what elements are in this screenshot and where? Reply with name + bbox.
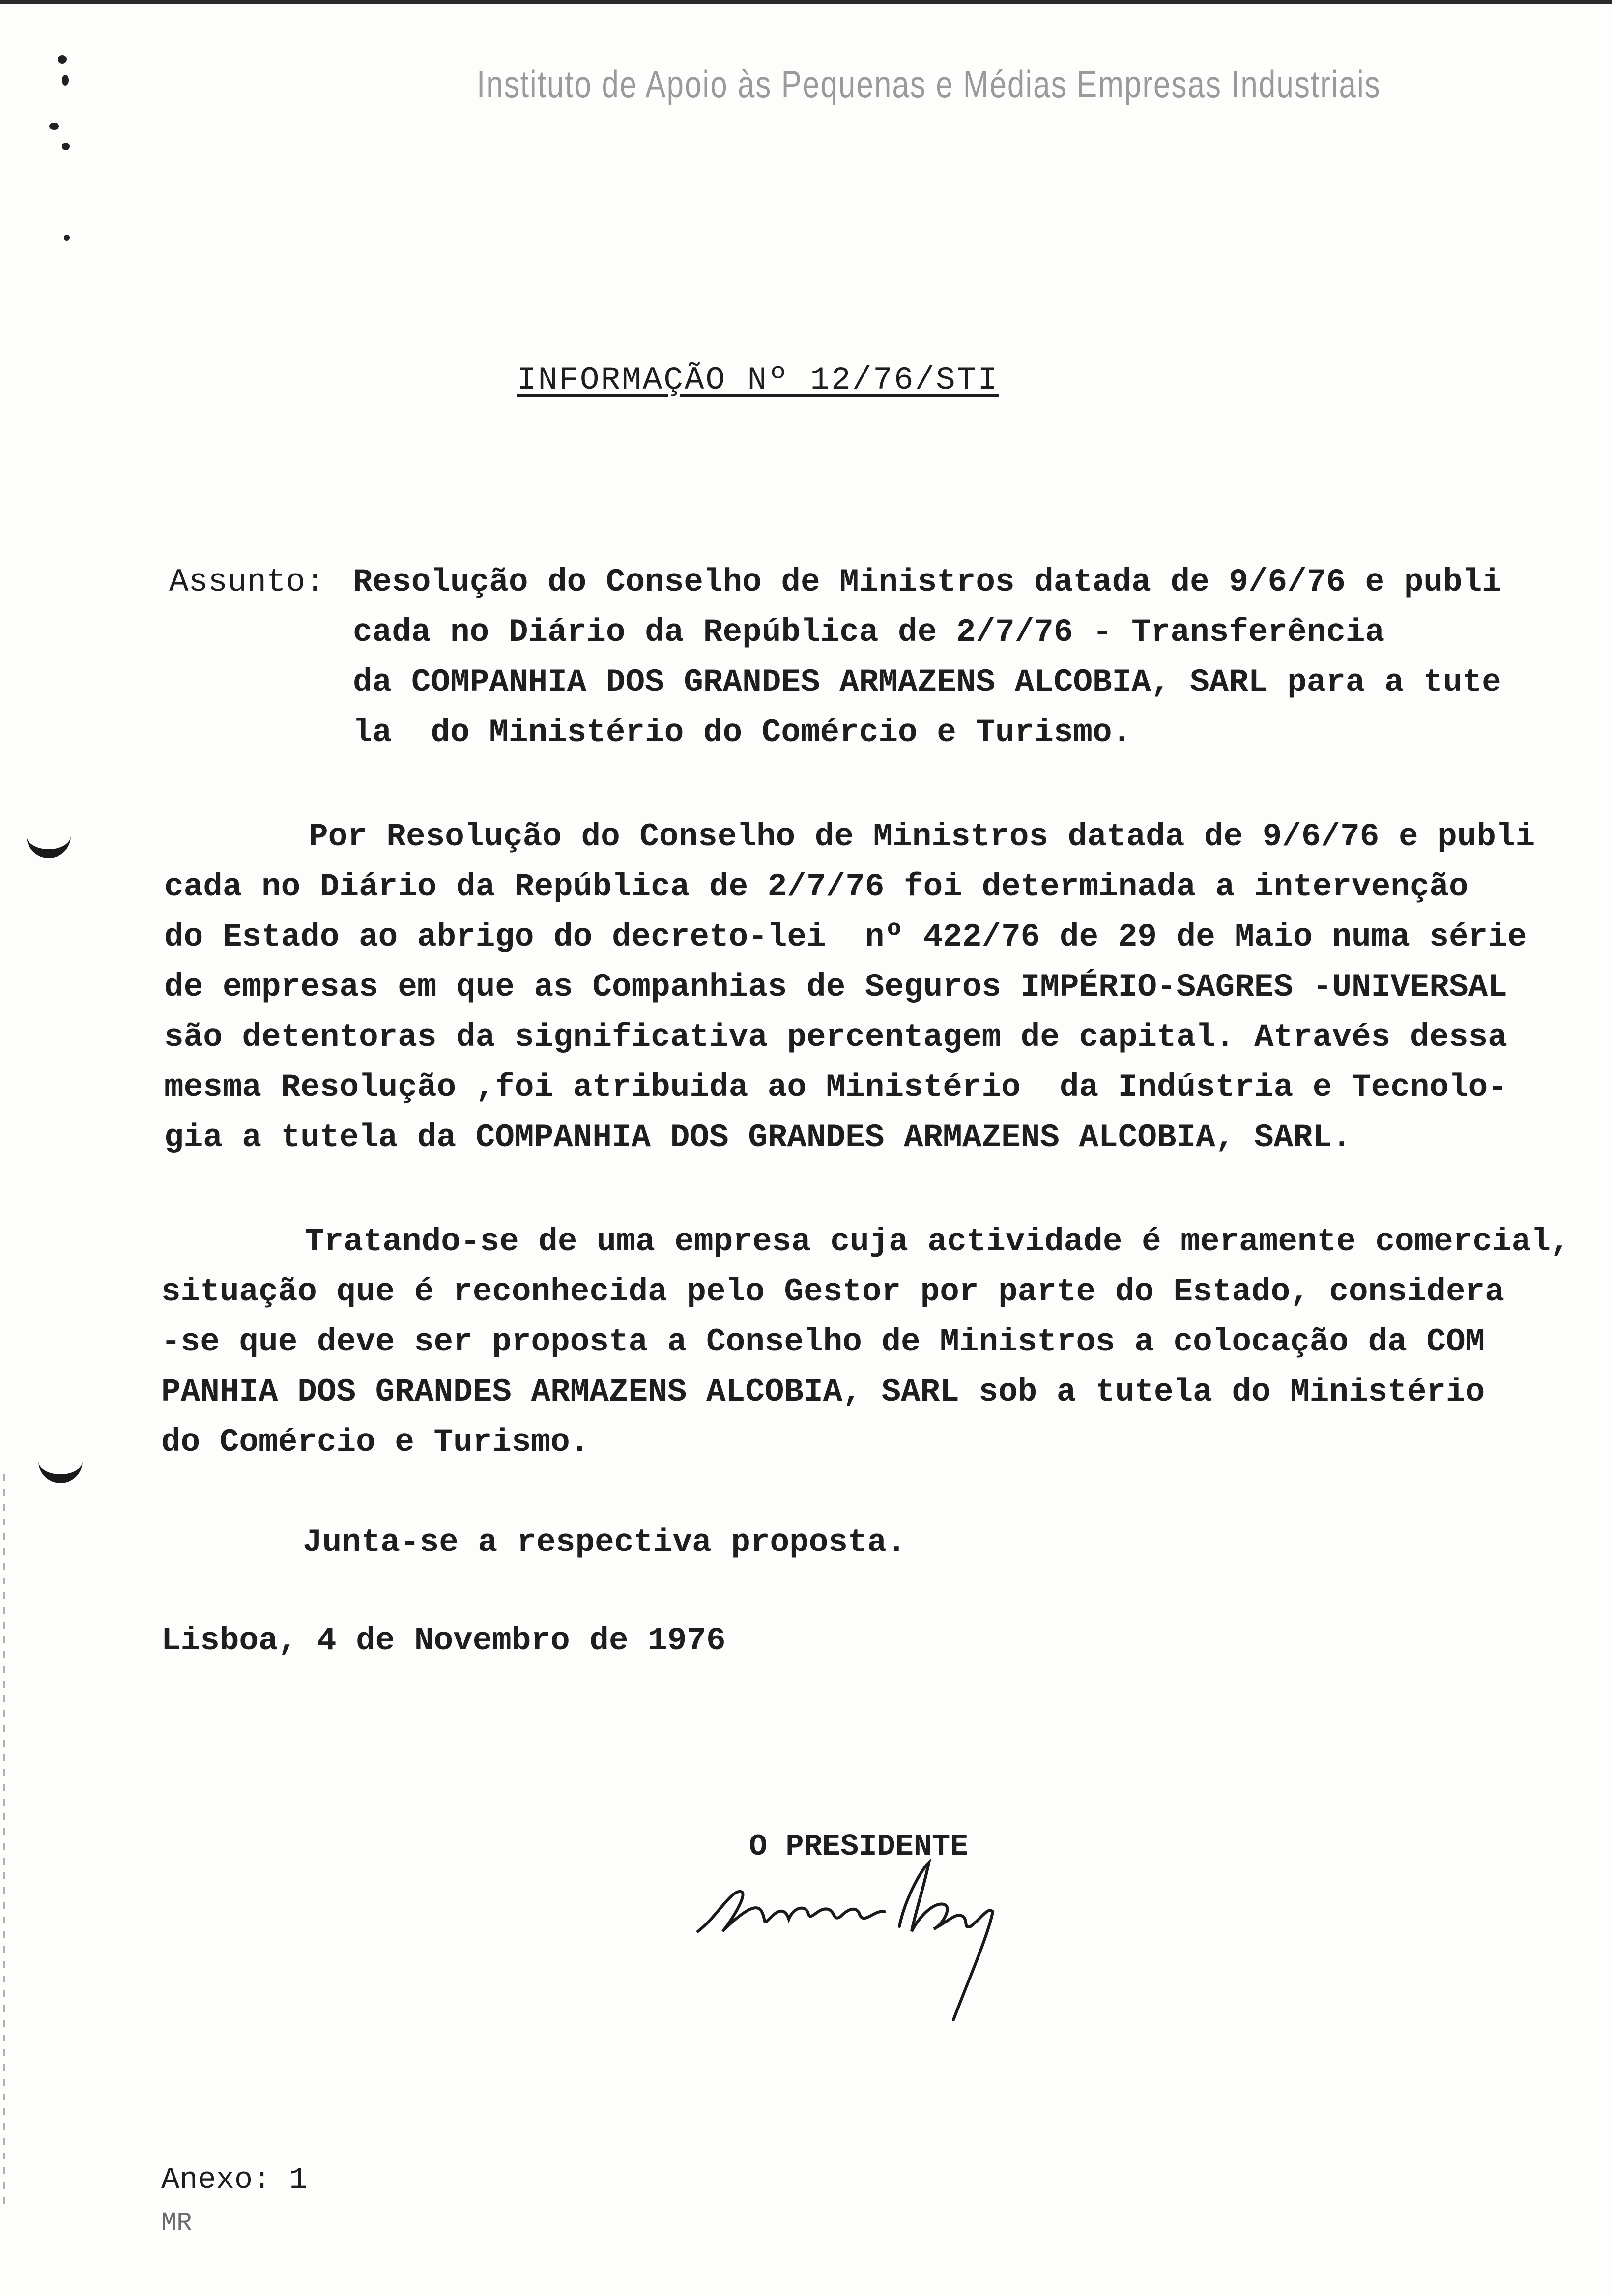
paragraph-1-line-6: mesma Resolução ,foi atribuida ao Ministério da Indústria e Tecnolo-	[164, 1069, 1507, 1106]
scan-speck	[49, 123, 59, 130]
paragraph-2-line-1: Tratando-se de uma empresa cuja actividade é meramente comercial,	[305, 1223, 1570, 1260]
paragraph-3: Junta-se a respectiva proposta.	[303, 1524, 906, 1561]
paragraph-2-line-5: do Comércio e Turismo.	[161, 1424, 590, 1461]
subject-line-1: Resolução do Conselho de Ministros datada de 9/6/76 e publi	[353, 564, 1501, 601]
scan-speck	[58, 55, 67, 64]
paragraph-1-line-4: de empresas em que as Companhias de Seguros IMPÉRIO-SAGRES -UNIVERSAL	[164, 969, 1507, 1005]
punch-hole-mark	[27, 830, 71, 858]
paragraph-2-line-2: situação que é reconhecida pelo Gestor por parte do Estado, considera	[161, 1273, 1504, 1310]
paragraph-1-line-2: cada no Diário da República de 2/7/76 foi determinada a intervenção	[164, 868, 1468, 905]
scan-speck	[62, 75, 69, 86]
document-title: INFORMAÇÃO Nº 12/76/STI	[517, 362, 999, 399]
paragraph-1-line-7: gia a tutela da COMPANHIA DOS GRANDES ARMAZENS ALCOBIA, SARL.	[164, 1119, 1352, 1156]
signature-label: O PRESIDENTE	[749, 1829, 969, 1864]
scan-margin-noise	[3, 1474, 5, 2211]
paragraph-2-line-3: -se que deve ser proposta a Conselho de Ministros a colocação da COM	[161, 1323, 1485, 1360]
scan-speck	[62, 143, 70, 150]
letterhead: Instituto de Apoio às Pequenas e Médias Empresas Industriais	[477, 63, 1381, 106]
paragraph-1-line-3: do Estado ao abrigo do decreto-lei nº 422/76 de 29 de Maio numa série	[164, 918, 1527, 955]
top-border	[0, 0, 1612, 4]
subject-line-2: cada no Diário da República de 2/7/76 - Transferência	[353, 614, 1385, 651]
subject-label: Assunto:	[169, 564, 325, 601]
paragraph-1-line-5: são detentoras da significativa percentagem de capital. Através dessa	[164, 1019, 1507, 1056]
date-line: Lisboa, 4 de Novembro de 1976	[161, 1622, 726, 1659]
subject-line-4: la do Ministério do Comércio e Turismo.	[353, 714, 1132, 751]
paragraph-1-line-1: Por Resolução do Conselho de Ministros datada de 9/6/76 e publi	[309, 818, 1535, 855]
typist-initials: MR	[161, 2209, 192, 2238]
handwritten-signature	[688, 1858, 1062, 2054]
paragraph-2-line-4: PANHIA DOS GRANDES ARMAZENS ALCOBIA, SARL sob a tutela do Ministério	[161, 1374, 1485, 1410]
subject-line-3: da COMPANHIA DOS GRANDES ARMAZENS ALCOBIA, SARL para a tute	[353, 664, 1501, 701]
annex-note: Anexo: 1	[161, 2162, 308, 2197]
scan-speck	[64, 235, 70, 241]
punch-hole-mark	[38, 1455, 83, 1483]
